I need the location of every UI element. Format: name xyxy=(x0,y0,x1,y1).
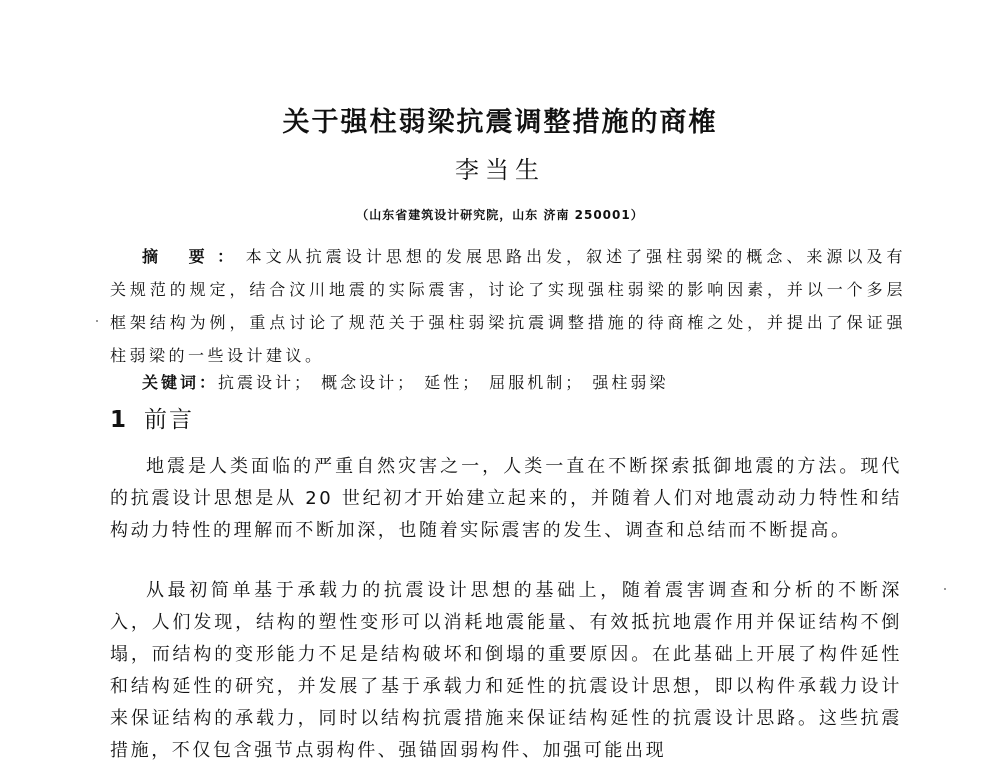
paper-title: 关于强柱弱梁抗震调整措施的商榷 xyxy=(282,107,718,139)
keywords xyxy=(142,370,902,393)
abstract xyxy=(110,240,906,372)
section-heading xyxy=(110,401,194,434)
author-affiliation: （山东省建筑设计研究院，山东 济南 250001） xyxy=(356,208,644,222)
section-title: 前言 xyxy=(144,407,195,433)
section-number: 1 xyxy=(110,407,129,433)
abstract-text: 本文从抗震设计思想的发展思路出发，叙述了强柱弱梁的概念、来源以及有关规范的规定，结合汶川地震的实际震害，讨论了实现强柱弱梁的影响因素，并以一个多层框架结构为例，重点讨论了规范关于强柱弱梁抗震调整措施的待商榷之处，并提出了保证强柱弱梁的一些设计建议。 xyxy=(110,247,906,365)
body-paragraph-2: 从最初简单基于承载力的抗震设计思想的基础上，随着震害调查和分析的不断深入，人们发现，结构的塑性变形可以消耗地震能量、有效抵抗地震作用并保证结构不倒塌，而结构的变形能力不足是结构破坏和倒塌的重要原因。在此基础上开展了构件延性和结构延性的研究，并发展了基于承载力和延性的抗震设计思想，即以构件承载力设计来保证结构的承载力，同时以结构抗震措施来保证结构延性的抗震设计思路。这些抗震措施，不仅包含强节点弱构件、强锚固弱构件、加强可能出现 xyxy=(110,580,902,761)
body-paragraph-1: 地震是人类面临的严重自然灾害之一，人类一直在不断探索抵御地震的方法。现代的抗震设计思想是从 20 世纪初才开始建立起来的，并随着人们对地震动动力特性和结构动力特性的理解而不断加深，也随着实际震害的发生、调查和总结而不断提高。 xyxy=(110,456,902,541)
keywords-text: 抗震设计； 概念设计； 延性； 屈服机制； 强柱弱梁 xyxy=(218,373,669,392)
author-name: 李当生 xyxy=(455,156,545,184)
scan-speck xyxy=(96,320,98,322)
scan-speck xyxy=(944,588,946,590)
keywords-label: 关键词： xyxy=(142,373,219,392)
abstract-label: 摘 要： xyxy=(142,247,246,266)
